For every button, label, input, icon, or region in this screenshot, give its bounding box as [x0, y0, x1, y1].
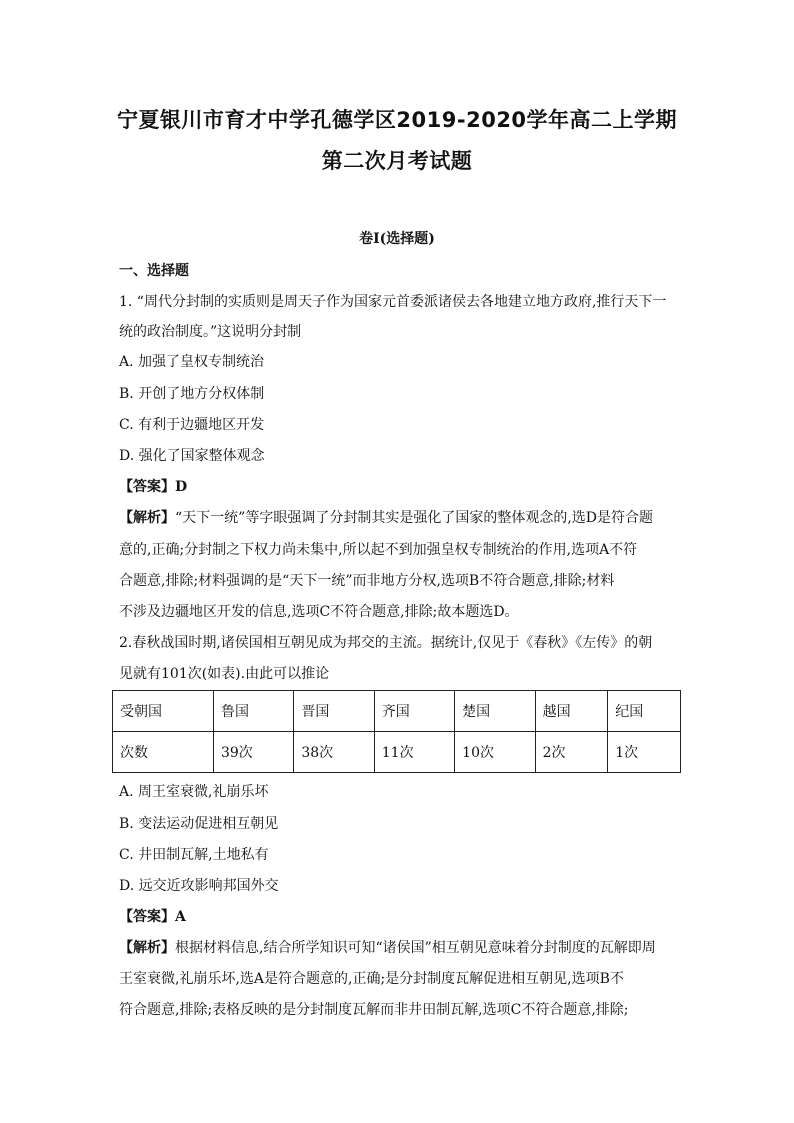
q1-analysis-line4: 不涉及边疆地区开发的信息,选项C不符合题意,排除;故本题选D。	[119, 604, 519, 620]
table-cell: 晋国	[294, 691, 374, 732]
q2-analysis-label: 【解析】	[119, 940, 175, 956]
q1-stem-line1: 1. “周代分封制的实质则是周天子作为国家元首委派诸侯去各地建立地方政府,推行天下一	[119, 294, 667, 310]
table-cell: 10次	[455, 732, 535, 773]
q2-answer: 【答案】A	[119, 909, 186, 925]
table-cell: 39次	[213, 732, 293, 773]
table-cell: 纪国	[608, 691, 681, 732]
section-heading: 一、选择题	[119, 263, 189, 279]
q1-analysis-line1	[119, 508, 653, 528]
table-row	[113, 732, 681, 773]
q1-option-d: D. 强化了国家整体观念	[119, 448, 265, 464]
document-title-line2: 第二次月考试题	[321, 149, 473, 173]
q1-stem-line2: 统的政治制度。”这说明分封制	[119, 324, 302, 340]
q2-option-d: D. 远交近攻影响邦国外交	[119, 878, 279, 894]
q1-option-c: C. 有利于边疆地区开发	[119, 417, 265, 433]
table-cell: 1次	[608, 732, 681, 773]
q2-analysis-line3: 符合题意,排除;表格反映的是分封制度瓦解而非井田制瓦解,选项C不符合题意,排除;	[119, 1002, 629, 1018]
table-cell: 11次	[374, 732, 454, 773]
table-cell: 38次	[294, 732, 374, 773]
table-header-row	[113, 691, 681, 732]
q1-analysis-text1: “天下一统”等字眼强调了分封制其实是强化了国家的整体观念的,选D是符合题	[175, 510, 653, 526]
q2-analysis-text1: 根据材料信息,结合所学知识可知“诸侯国”相互朝见意味着分封制度的瓦解即周	[175, 940, 656, 956]
q1-option-b: B. 开创了地方分权体制	[119, 386, 265, 402]
q1-analysis-line3: 合题意,排除;材料强调的是“天下一统”而非地方分权,选项B不符合题意,排除;材料	[119, 573, 615, 589]
table-cell: 齐国	[374, 691, 454, 732]
q2-option-a: A. 周王室衰微,礼崩乐坏	[119, 784, 269, 800]
q2-option-b: B. 变法运动促进相互朝见	[119, 816, 279, 832]
table-cell: 鲁国	[213, 691, 293, 732]
table-cell: 次数	[113, 732, 214, 773]
q1-option-a: A. 加强了皇权专制统治	[119, 354, 265, 370]
q1-analysis-line2: 意的,正确;分封制之下权力尚未集中,所以起不到加强皇权专制统治的作用,选项A不符	[119, 542, 638, 558]
q1-answer: 【答案】D	[119, 479, 188, 495]
q2-option-c: C. 井田制瓦解,土地私有	[119, 847, 269, 863]
q2-analysis-line2: 王室衰微,礼崩乐坏,选A是符合题意的,正确;是分封制度瓦解促进相互朝见,选项B不	[119, 971, 624, 987]
volume-heading: 卷Ⅰ(选择题)	[359, 231, 435, 247]
q1-analysis-label: 【解析】	[119, 510, 175, 526]
audience-count-table	[112, 690, 681, 773]
q2-analysis-line1	[119, 938, 656, 958]
q2-stem-line2: 见就有101次(如表).由此可以推论	[119, 666, 330, 682]
table-cell: 楚国	[455, 691, 535, 732]
document-title-line1: 宁夏银川市育才中学孔德学区2019-2020学年高二上学期	[116, 108, 678, 132]
q2-stem-line1: 2.春秋战国时期,诸侯国相互朝见成为邦交的主流。据统计,仅见于《春秋》《左传》的朝	[119, 635, 653, 651]
table-cell: 受朝国	[113, 691, 214, 732]
table-cell: 越国	[535, 691, 608, 732]
table-cell: 2次	[535, 732, 608, 773]
